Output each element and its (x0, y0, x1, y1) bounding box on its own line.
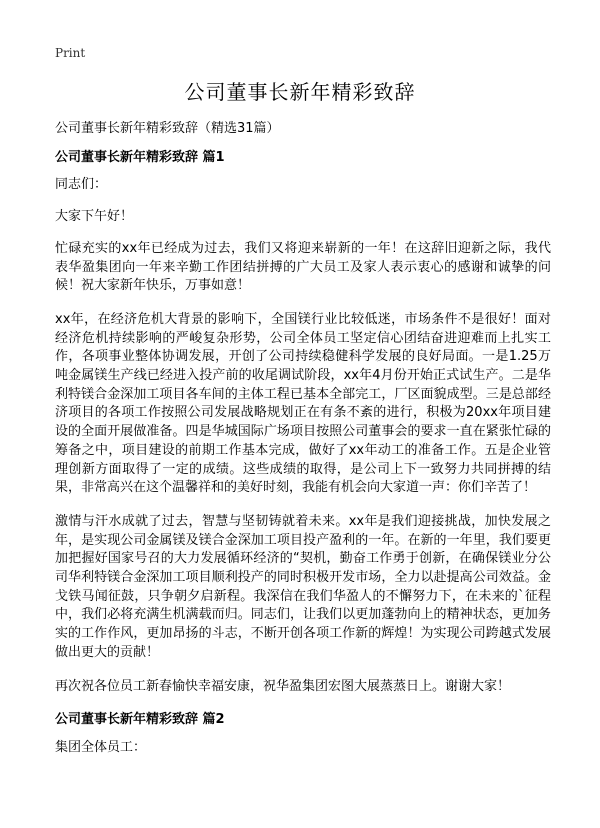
paragraph-outlook: 激情与汗水成就了过去，智慧与坚韧铸就着未来。xx年是我们迎接挑战，加快发展之年，是实现公司金属镁及镁合金深加工项目投产盈利的一年。在新的一年里，我们要更加把握好国家号召的大力发展循环经济的“契机，勤奋工作勇于创新，在确保镁业分公司华利特镁合金深加工项目顺利投产的同时积极开发市场，全力以赴提高公司效益。金戈铁马闻征鼓，只争朝夕启新程。我深信在我们华盈人的不懈努力下，在未来的`征程中，我们必将充满生机满载而归。同志们，让我们以更加蓬勃向上的精神状态，更加务实的工作作风，更加昂扬的斗志，不断开创各项工作新的辉煌！为实现公司跨越式发展做出更大的贡献！ (55, 513, 551, 660)
document-body (55, 120, 551, 771)
paragraph-achievements: xx年，在经济危机大背景的影响下，全国镁行业比较低迷，市场条件不是很好！面对经济危机持续影响的严峻复杂形势，公司全体员工坚定信心团结奋进迎难而上扎实工作，各项事业整体协调发展，开创了公司持续稳健科学发展的良好局面。一是1.25万吨金属镁生产线已经进入投产前的收尾调试阶段，xx年4月份开始正式试生产。二是华利特镁合金深加工项目各车间的主体工程已基本全部完工，厂区面貌成型。三是总部经济项目的各项工作按照公司发展战略规划正在有条不紊的进行，积极为20xx年项目建设的全面开展做准备。四是华城国际广场项目按照公司董事会的要求一直在紧张忙碌的筹备之中，项目建设的前期工作基本完成，做好了xx年动工的准备工作。五是企业管理创新方面取得了一定的成绩。这些成绩的取得，是公司上下一致努力共同拼搏的结果，非常高兴在这个温馨祥和的美好时刻，我能有机会向大家道一声：你们辛苦了！ (55, 311, 551, 496)
section-heading-2: 公司董事长新年精彩致辞 篇2 (55, 712, 225, 728)
salutation-all-staff: 集团全体员工： (55, 739, 147, 755)
section-heading-1: 公司董事长新年精彩致辞 篇1 (55, 149, 225, 165)
paragraph-closing: 再次祝各位员工新春愉快幸福安康，祝华盈集团宏图大展蒸蒸日上。谢谢大家！ (55, 678, 511, 694)
document-subtitle: 公司董事长新年精彩致辞（精选31篇） (55, 121, 280, 136)
print-link[interactable]: Print (55, 46, 86, 60)
salutation-comrades: 同志们： (55, 177, 108, 193)
salutation-greeting: 大家下午好！ (55, 209, 134, 225)
paragraph-opening: 忙碌充实的xx年已经成为过去，我们又将迎来崭新的一年！在这辞旧迎新之际，我代表华盈集团向一年来辛勤工作团结拼搏的广大员工及家人表示衷心的感谢和诚挚的问候！祝大家新年快乐，万事如意！ (55, 240, 551, 294)
document-title: 公司董事长新年精彩致辞 (184, 80, 416, 104)
